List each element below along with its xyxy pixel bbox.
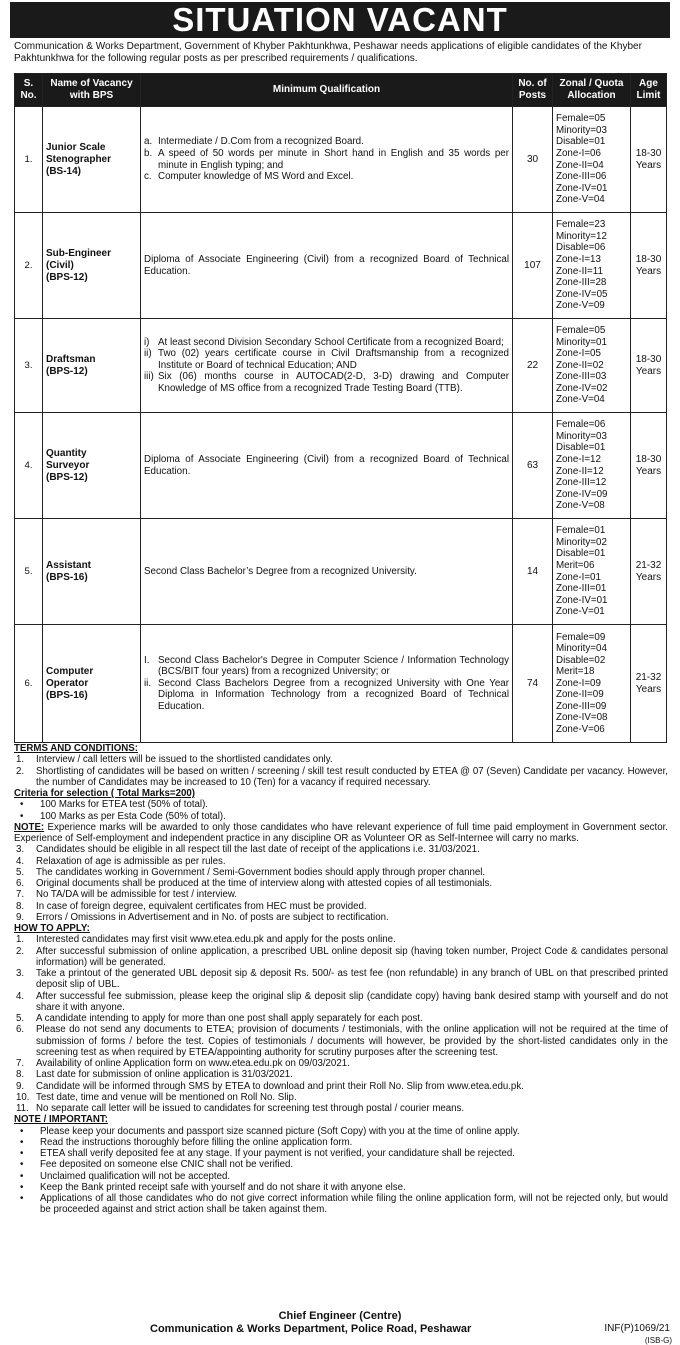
term-item <box>14 766 668 789</box>
quota-line: Minority=03 <box>556 430 607 442</box>
table-row <box>15 107 667 213</box>
how-item-number: 2. <box>16 945 25 957</box>
posts-count: 22 <box>513 319 553 413</box>
quota-line: Female=05 <box>556 325 606 337</box>
how-item-text: Availability of online Application form on www.etea.edu.pk on 09/03/2021. <box>36 1058 350 1069</box>
bullet-icon: • <box>20 1170 24 1182</box>
bullet-icon: • <box>20 810 24 822</box>
row-sno: 3. <box>15 319 43 413</box>
term-item <box>14 856 668 867</box>
quota-line: Zone-V=01 <box>556 606 605 618</box>
quota-line: Zone-II=12 <box>556 465 604 477</box>
quota-allocation <box>553 107 631 213</box>
note-list-item <box>14 1137 668 1148</box>
term-item-number: 5. <box>16 866 25 878</box>
table-row <box>15 519 667 625</box>
quota-line: Zone-I=06 <box>556 147 601 159</box>
how-list <box>14 934 668 1114</box>
vacancy-name <box>43 107 141 213</box>
how-item <box>14 1013 668 1024</box>
how-item-number: 10. <box>16 1091 30 1103</box>
note-list-item-text: Keep the Bank printed receipt safe with yourself and do not share it with anyone else. <box>40 1181 406 1193</box>
note-list-item-text: ETEA shall verify deposited fee at any stage. If your payment is not verified, your candidature shall be rejected. <box>40 1148 515 1159</box>
notes-heading: NOTE / IMPORTANT: <box>14 1114 108 1126</box>
qualification-marker: iii) <box>144 371 154 383</box>
how-item-text: After successful fee submission, please keep the original slip & deposit slip (candidate copy) having bank desired stamp with yourself and do not share it with anyone. <box>36 990 668 1013</box>
criteria-list <box>14 799 668 822</box>
how-item-number: 3. <box>16 968 25 979</box>
term-item <box>14 912 668 923</box>
bullet-icon: • <box>20 799 24 811</box>
term-item-text: Original documents shall be produced at the time of interview along with attested copies of all testimonials. <box>36 878 493 889</box>
age-line: 21-32 <box>635 559 662 571</box>
vacancy-name <box>43 213 141 319</box>
how-item <box>14 1069 668 1080</box>
how-item <box>14 1081 668 1092</box>
qualification-item <box>144 655 509 678</box>
quota-line: Disable=02 <box>556 654 606 666</box>
term-item-text: Errors / Omissions in Advertisement and in No. of posts are subject to rectification. <box>36 911 389 923</box>
row-sno: 4. <box>15 413 43 519</box>
term-item <box>14 867 668 878</box>
terms-section <box>14 743 668 1216</box>
signatory-title: Chief Engineer (Centre) <box>278 1310 402 1322</box>
quota-line: Merit=06 <box>556 559 595 571</box>
quota-line: Zone-I=09 <box>556 677 601 689</box>
quota-line: Zone-I=05 <box>556 348 601 360</box>
how-item-text: Please do not send any documents to ETEA; provision of documents / testimonials, with the online application will not be required at the time of submission of forms / before the test. Copies of testimonials / documents will however, be provided by the short-listed candidates only in the screening test as when required by ETEA/appointing authority for scrutiny purposes after the screening test. <box>36 1024 668 1058</box>
qualification-marker: a. <box>144 136 153 148</box>
term-item-number: 7. <box>16 889 25 901</box>
age-line: 18-30 <box>635 353 662 365</box>
vacancy-name-line: Computer <box>46 665 94 677</box>
qualification-marker: i) <box>144 336 150 348</box>
quota-line: Zone-V=09 <box>556 300 605 312</box>
vacancy-table <box>14 73 667 743</box>
quota-line: Zone-II=09 <box>556 689 604 701</box>
quota-line: Female=01 <box>556 525 606 537</box>
term-item-number: 3. <box>16 844 25 856</box>
age-line: 18-30 <box>635 453 662 465</box>
qualification-item <box>144 566 509 578</box>
term-item-text: In case of foreign degree, equivalent certificates from HEC must be provided. <box>36 900 367 912</box>
header-sno: S. No. <box>15 74 43 107</box>
vacancy-name <box>43 519 141 625</box>
quota-line: Female=05 <box>556 113 606 125</box>
quota-allocation <box>553 319 631 413</box>
age-line: 18-30 <box>635 147 662 159</box>
qualification-marker: ii) <box>144 348 152 360</box>
criteria-item <box>14 799 668 810</box>
term-item-text: The candidates working in Government / Semi-Government bodies should apply through proper channel. <box>36 866 486 878</box>
qualification <box>141 319 513 413</box>
how-item-text: After successful submission of online application, a prescribed UBL online deposit sip (having token number, Project Code & candidates personal information) will be generated. <box>36 945 668 968</box>
terms-list-b <box>14 844 668 923</box>
quota-line: Female=06 <box>556 419 606 431</box>
how-item <box>14 991 668 1014</box>
how-item-text: Candidate will be informed through SMS by ETEA to download and print their Roll No. Slip from www.etea.edu.pk. <box>36 1080 524 1092</box>
qualification-item <box>144 136 509 148</box>
vacancy-name-line: Assistant <box>46 559 92 571</box>
quota-line: Zone-IV=01 <box>556 594 608 606</box>
note-list-item <box>14 1126 668 1137</box>
qualification <box>141 213 513 319</box>
qualification-marker: b. <box>144 147 153 159</box>
note-item <box>14 822 668 845</box>
vacancy-name-line: Draftsman <box>46 353 96 365</box>
note-list-item <box>14 1159 668 1170</box>
qualification-text: Diploma of Associate Engineering (Civil) from a recognized Board of Technical Education. <box>144 453 509 477</box>
table-header-row <box>15 74 667 107</box>
table-row <box>15 413 667 519</box>
vacancy-name <box>43 413 141 519</box>
quota-line: Zone-III=03 <box>556 371 607 383</box>
quota-line: Zone-I=13 <box>556 253 601 265</box>
vacancy-name-line: (BPS-16) <box>46 689 88 701</box>
terms-heading: TERMS AND CONDITIONS: <box>14 743 138 754</box>
how-item <box>14 968 668 991</box>
quota-line: Disable=06 <box>556 242 606 254</box>
vacancy-name-line: (BPS-12) <box>46 271 88 283</box>
quota-line: Zone-III=01 <box>556 583 607 595</box>
quota-line: Female=09 <box>556 631 606 643</box>
age-limit <box>631 319 667 413</box>
age-limit <box>631 625 667 743</box>
quota-line: Zone-V=04 <box>556 194 605 206</box>
how-item-text: Test date, time and venue will be mentioned on Roll No. Slip. <box>36 1091 297 1103</box>
posts-count: 74 <box>513 625 553 743</box>
how-item-number: 7. <box>16 1058 25 1069</box>
term-item-text: No TA/DA will be admissible for test / interview. <box>36 889 237 901</box>
note-list-item-text: Please keep your documents and passport size scanned picture (Soft Copy) with you at the time of online apply. <box>40 1125 520 1137</box>
qualification-text: A speed of 50 words per minute in Short hand in English and 35 words per minute in English typing; and <box>158 147 509 171</box>
age-line: Years <box>635 265 662 277</box>
age-line: Years <box>635 465 662 477</box>
term-item-text: Candidates should be eligible in all respect till the last date of receipt of the applications i.e. 31/03/2021. <box>36 844 480 856</box>
posts-count: 107 <box>513 213 553 319</box>
quota-line: Minority=02 <box>556 536 607 548</box>
vacancy-name-line: (Civil) <box>46 259 74 271</box>
terms-list-a <box>14 754 668 788</box>
term-item-number: 4. <box>16 855 25 867</box>
term-item-number: 2. <box>16 765 25 777</box>
how-item <box>14 1058 668 1069</box>
quota-line: Merit=18 <box>556 666 595 678</box>
vacancy-name <box>43 319 141 413</box>
bullet-icon: • <box>20 1193 24 1204</box>
quota-line: Zone-IV=02 <box>556 382 608 394</box>
age-line: Years <box>635 159 662 171</box>
vacancy-name-line: Sub-Engineer <box>46 247 112 259</box>
term-item <box>14 844 668 855</box>
qualification-item <box>144 371 509 394</box>
quota-line: Zone-II=02 <box>556 359 604 371</box>
qualification-text: Diploma of Associate Engineering (Civil) from a recognized Board of Technical Education. <box>144 253 509 277</box>
age-limit <box>631 107 667 213</box>
department-address: Communication & Works Department, Police Road, Peshawar <box>150 1323 472 1335</box>
term-item-number: 6. <box>16 878 25 889</box>
quota-line: Zone-IV=05 <box>556 288 608 300</box>
vacancy-name <box>43 625 141 743</box>
qualification <box>141 625 513 743</box>
note-list-item <box>14 1182 668 1193</box>
row-sno: 2. <box>15 213 43 319</box>
quota-line: Minority=12 <box>556 230 607 242</box>
vacancy-name-line: Quantity <box>46 447 87 459</box>
qualification-marker: ii. <box>144 677 152 689</box>
quota-allocation <box>553 625 631 743</box>
how-heading: HOW TO APPLY: <box>14 923 90 934</box>
how-item-number: 9. <box>16 1080 25 1092</box>
vacancy-name-line: Surveyor <box>46 459 90 471</box>
age-line: 18-30 <box>635 253 662 265</box>
how-item-number: 8. <box>16 1069 25 1081</box>
row-sno: 6. <box>15 625 43 743</box>
qualification-text: Intermediate / D.Com from a recognized Board. <box>158 136 364 148</box>
qualification-text: Computer knowledge of MS Word and Excel. <box>158 171 354 183</box>
intro-text: Communication & Works Department, Government of Khyber Pakhtunkhwa, Peshawar needs applications of eligible candidates of the Khyber Pakhtunkhwa for the following regular posts as per prescribed requirements / qualifications. <box>14 41 642 64</box>
term-item-number: 8. <box>16 900 25 912</box>
age-limit <box>631 519 667 625</box>
qualification-item <box>144 337 509 349</box>
posts-count: 63 <box>513 413 553 519</box>
qualification-text: Six (06) months course in AUTOCAD(2-D, 3-D) drawing and Computer Knowledge of MS office from a recognized Trade Testing Board (TTB). <box>158 371 509 394</box>
how-item <box>14 1024 668 1058</box>
criteria-item-text: 100 Marks as per Esta Code (50% of total). <box>40 810 226 822</box>
bullet-icon: • <box>20 1148 24 1159</box>
quota-line: Zone-I=01 <box>556 571 601 583</box>
note-list-item-text: Unclaimed qualification will not be accepted. <box>40 1170 231 1182</box>
table-row <box>15 213 667 319</box>
term-item <box>14 901 668 912</box>
how-item <box>14 1103 668 1114</box>
note-list-item <box>14 1193 668 1216</box>
vacancy-name-line: Junior Scale <box>46 141 106 153</box>
posts-count: 30 <box>513 107 553 213</box>
table-row <box>15 625 667 743</box>
qualification-marker: c. <box>144 171 152 183</box>
row-sno: 1. <box>15 107 43 213</box>
criteria-heading: Criteria for selection ( Total Marks=200) <box>14 788 195 799</box>
vacancy-name-line: Stenographer <box>46 153 112 165</box>
qualification <box>141 107 513 213</box>
term-item-number: 9. <box>16 911 25 923</box>
criteria-item-text: 100 Marks for ETEA test (50% of total). <box>40 799 208 811</box>
quota-line: Zone-II=11 <box>556 265 603 277</box>
note-list-item-text: Read the instructions thoroughly before filling the online application form. <box>40 1136 353 1148</box>
term-item-text: Interview / call letters will be issued to the shortlisted candidates only. <box>36 754 333 766</box>
quota-line: Zone-I=12 <box>556 453 601 465</box>
quota-line: Disable=01 <box>556 442 606 454</box>
quota-line: Zone-III=12 <box>556 477 607 489</box>
term-item-number: 1. <box>16 754 25 766</box>
term-item <box>14 889 668 900</box>
quota-line: Zone-IV=09 <box>556 488 608 500</box>
qualification-text: Two (02) years certificate course in Civil Draftsmanship from a recognized Institute or Board of technical Education; AND <box>158 348 509 371</box>
how-item <box>14 946 668 969</box>
note-list-item <box>14 1171 668 1182</box>
bullet-icon: • <box>20 1136 24 1148</box>
header-age: Age Limit <box>631 74 667 107</box>
age-line: Years <box>635 571 662 583</box>
term-item-text: Shortlisting of candidates will be based on written / screening / skill test result conducted by ETEA @ 07 (Seven) Candidate per vacancy. However, the number of Candidates may be increased to 10 (Ten) for a vacancy if required necessary. <box>36 765 668 788</box>
qualification-item <box>144 348 509 371</box>
page-title: SITUATION VACANT <box>10 2 670 38</box>
quota-line: Zone-IV=08 <box>556 712 608 724</box>
bullet-icon: • <box>20 1181 24 1193</box>
quota-line: Disable=01 <box>556 548 606 560</box>
quota-line: Zone-III=06 <box>556 171 607 183</box>
how-item <box>14 1092 668 1103</box>
term-item-text: Relaxation of age is admissible as per rules. <box>36 855 226 867</box>
how-item-number: 6. <box>16 1024 25 1036</box>
vacancy-name-line: (BPS-12) <box>46 365 88 377</box>
qualification <box>141 519 513 625</box>
age-limit <box>631 213 667 319</box>
reference-code: (ISB-G) <box>644 1336 672 1345</box>
bullet-icon: • <box>20 1159 24 1171</box>
note-label: NOTE: <box>14 821 45 833</box>
note-list-item-text: Applications of all those candidates who do not give correct information while filing the online application form, will not be rejected only, but would be proceeded against and strict action shall be taken against them. <box>40 1193 668 1216</box>
how-item-text: Interested candidates may first visit www.etea.edu.pk and apply for the posts online. <box>36 934 396 946</box>
quota-line: Zone-V=06 <box>556 723 605 735</box>
notes-list <box>14 1126 668 1216</box>
posts-count: 14 <box>513 519 553 625</box>
row-sno: 5. <box>15 519 43 625</box>
quota-line: Female=23 <box>556 219 606 231</box>
age-line: Years <box>635 683 662 695</box>
vacancy-rows <box>15 107 667 743</box>
quota-line: Zone-III=28 <box>556 277 607 289</box>
age-limit <box>631 413 667 519</box>
quota-allocation <box>553 213 631 319</box>
vacancy-name-line: (BS-14) <box>46 165 82 177</box>
quota-line: Minority=03 <box>556 124 607 136</box>
qualification-item <box>144 454 509 477</box>
vacancy-name-line: (BPS-12) <box>46 471 88 483</box>
vacancy-name-line: (BPS-16) <box>46 571 88 583</box>
reference-number: INF(P)1069/21 <box>604 1323 670 1334</box>
quota-line: Minority=01 <box>556 336 607 348</box>
qualification-text: At least second Division Secondary School Certificate from a recognized Board; <box>158 336 504 348</box>
header-qualification: Minimum Qualification <box>141 74 513 107</box>
quota-line: Zone-V=04 <box>556 394 605 406</box>
how-item-text: Take a printout of the generated UBL deposit sip & deposit Rs. 500/- as test fee (non refundable) in any branch of UBL on that prescribed printed deposit slip of UBL. <box>36 968 668 991</box>
header-name: Name of Vacancy with BPS <box>43 74 141 107</box>
quota-allocation <box>553 519 631 625</box>
table-row <box>15 319 667 413</box>
quota-allocation <box>553 413 631 519</box>
age-line: 21-32 <box>635 671 662 683</box>
how-item <box>14 934 668 945</box>
qualification-text: Second Class Bachelor's Degree in Computer Science / Information Technology (BCS/BIT four years) from a recognized University; or <box>158 654 509 678</box>
term-item <box>14 754 668 765</box>
how-item-number: 1. <box>16 934 25 946</box>
quota-line: Zone-V=08 <box>556 500 605 512</box>
qualification-item <box>144 171 509 183</box>
qualification-item <box>144 678 509 713</box>
note-text: Experience marks will be awarded to only those candidates who have relevant experience of full time paid employment in Government sector. Experience of Self-employment and independent practice in any discipline OR as Volunteer OR as Self-Internee will carry no marks. <box>14 821 668 844</box>
qualification <box>141 413 513 519</box>
how-item-text: Last date for submission of online application is 31/03/2021. <box>36 1069 293 1081</box>
qualification-marker: I. <box>144 654 150 666</box>
note-list-item-text: Fee deposited on someone else CNIC shall not be verified. <box>40 1159 294 1171</box>
quota-line: Zone-II=04 <box>556 159 604 171</box>
qualification-text: Second Class Bachelors Degree from a recognized University with One Year Diploma in Information Technology from a recognized Board of Technical Education. <box>158 677 509 712</box>
how-item-number: 11. <box>16 1103 29 1114</box>
quota-line: Disable=01 <box>556 136 606 148</box>
quota-line: Minority=04 <box>556 643 607 655</box>
how-item-text: A candidate intending to apply for more than one post shall apply separately for each post. <box>36 1013 423 1024</box>
quota-line: Zone-IV=01 <box>556 182 608 194</box>
header-quota: Zonal / Quota Allocation <box>553 74 631 107</box>
qualification-item <box>144 254 509 277</box>
qualification-text: Second Class Bachelor’s Degree from a recognized University. <box>144 565 417 577</box>
quota-line: Zone-III=09 <box>556 700 607 712</box>
age-line: Years <box>635 365 662 377</box>
header-posts: No. of Posts <box>513 74 553 107</box>
note-list-item <box>14 1148 668 1159</box>
how-item-text: No separate call letter will be issued to candidates for screening test through postal / courier means. <box>36 1103 465 1114</box>
term-item <box>14 878 668 889</box>
how-item-number: 5. <box>16 1013 25 1024</box>
how-item-number: 4. <box>16 990 25 1002</box>
criteria-item <box>14 811 668 822</box>
bullet-icon: • <box>20 1125 24 1137</box>
vacancy-name-line: Operator <box>46 677 89 689</box>
qualification-item <box>144 148 509 171</box>
